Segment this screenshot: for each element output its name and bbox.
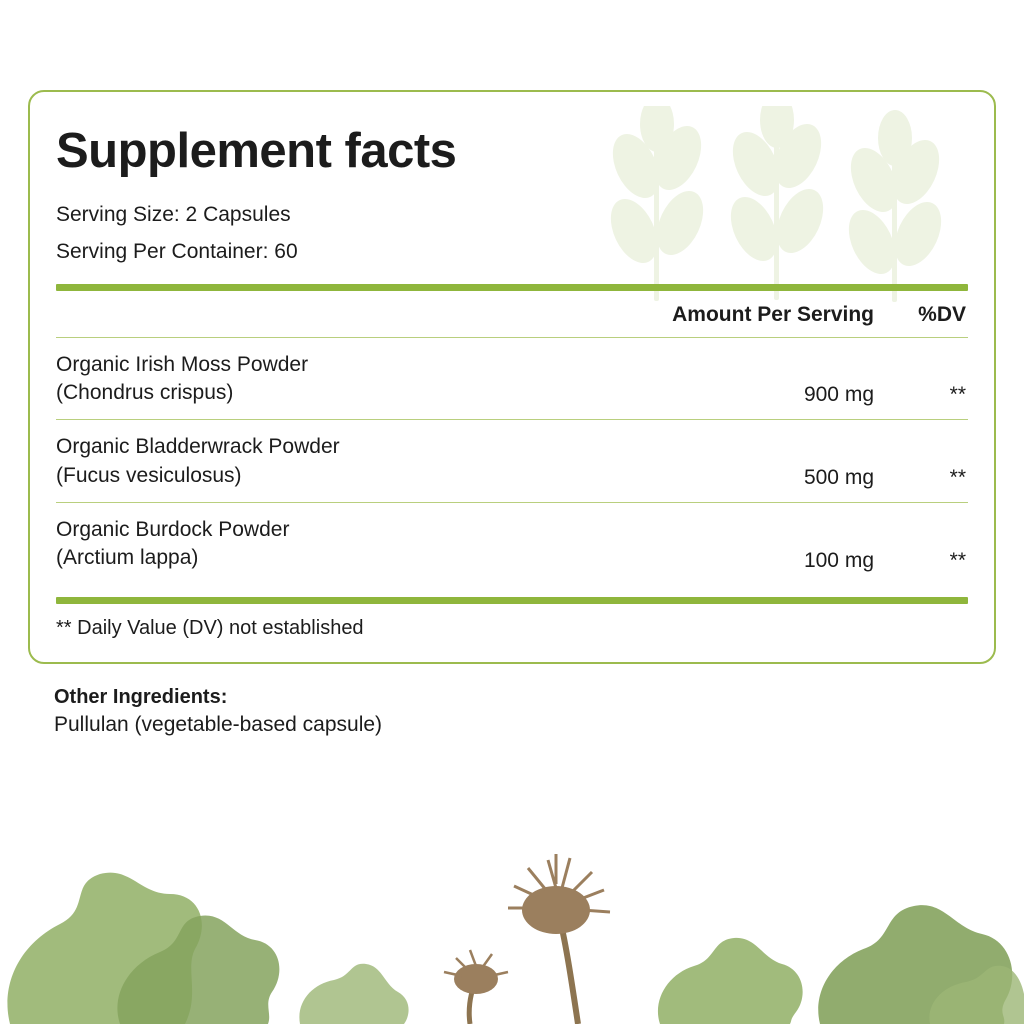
divider-bottom <box>56 597 968 604</box>
ingredient-scientific-name: (Arctium lappa) <box>56 546 199 570</box>
ingredient-amount: 900 mg <box>574 337 896 420</box>
other-ingredients-title: Other Ingredients: <box>54 686 228 708</box>
ingredient-scientific-name: (Fucus vesiculosus) <box>56 463 242 487</box>
ingredient-dv: ** <box>896 420 968 503</box>
daily-value-footnote: ** Daily Value (DV) not established <box>56 616 364 639</box>
serving-per-container: Serving Per Container: 60 <box>56 239 298 263</box>
ingredient-amount: 500 mg <box>574 420 896 503</box>
table-row <box>56 337 968 420</box>
table-header-row <box>56 291 968 338</box>
ingredient-scientific-name: (Chondrus crispus) <box>56 381 234 404</box>
ingredient-name: Organic Irish Moss Powder <box>56 352 309 376</box>
ingredient-amount: 100 mg <box>803 548 874 572</box>
table-row <box>56 420 968 503</box>
ingredient-name-cell <box>56 337 574 420</box>
other-ingredients-section <box>54 686 754 737</box>
ingredient-dv: ** <box>896 337 968 420</box>
column-header-name <box>56 291 574 338</box>
page-title: Supplement facts <box>56 124 457 178</box>
supplement-facts-panel <box>28 90 996 664</box>
column-header-amount: Amount Per Serving <box>574 291 896 338</box>
ingredient-name-cell <box>56 420 574 503</box>
ingredient-name-cell <box>56 503 574 581</box>
divider-top <box>56 284 968 291</box>
botanical-leaves-illustration-icon <box>0 824 1024 1024</box>
supplement-facts-table <box>56 291 968 581</box>
column-header-dv: %DV <box>896 291 968 338</box>
serving-size: Serving Size: 2 Capsules <box>56 203 291 227</box>
table-row <box>56 503 968 581</box>
other-ingredients-text: Pullulan (vegetable-based capsule) <box>54 713 383 736</box>
ingredient-dv: ** <box>949 548 966 572</box>
ingredient-name: Organic Burdock Powder <box>56 518 290 542</box>
ingredient-name: Organic Bladderwrack Powder <box>56 435 340 459</box>
